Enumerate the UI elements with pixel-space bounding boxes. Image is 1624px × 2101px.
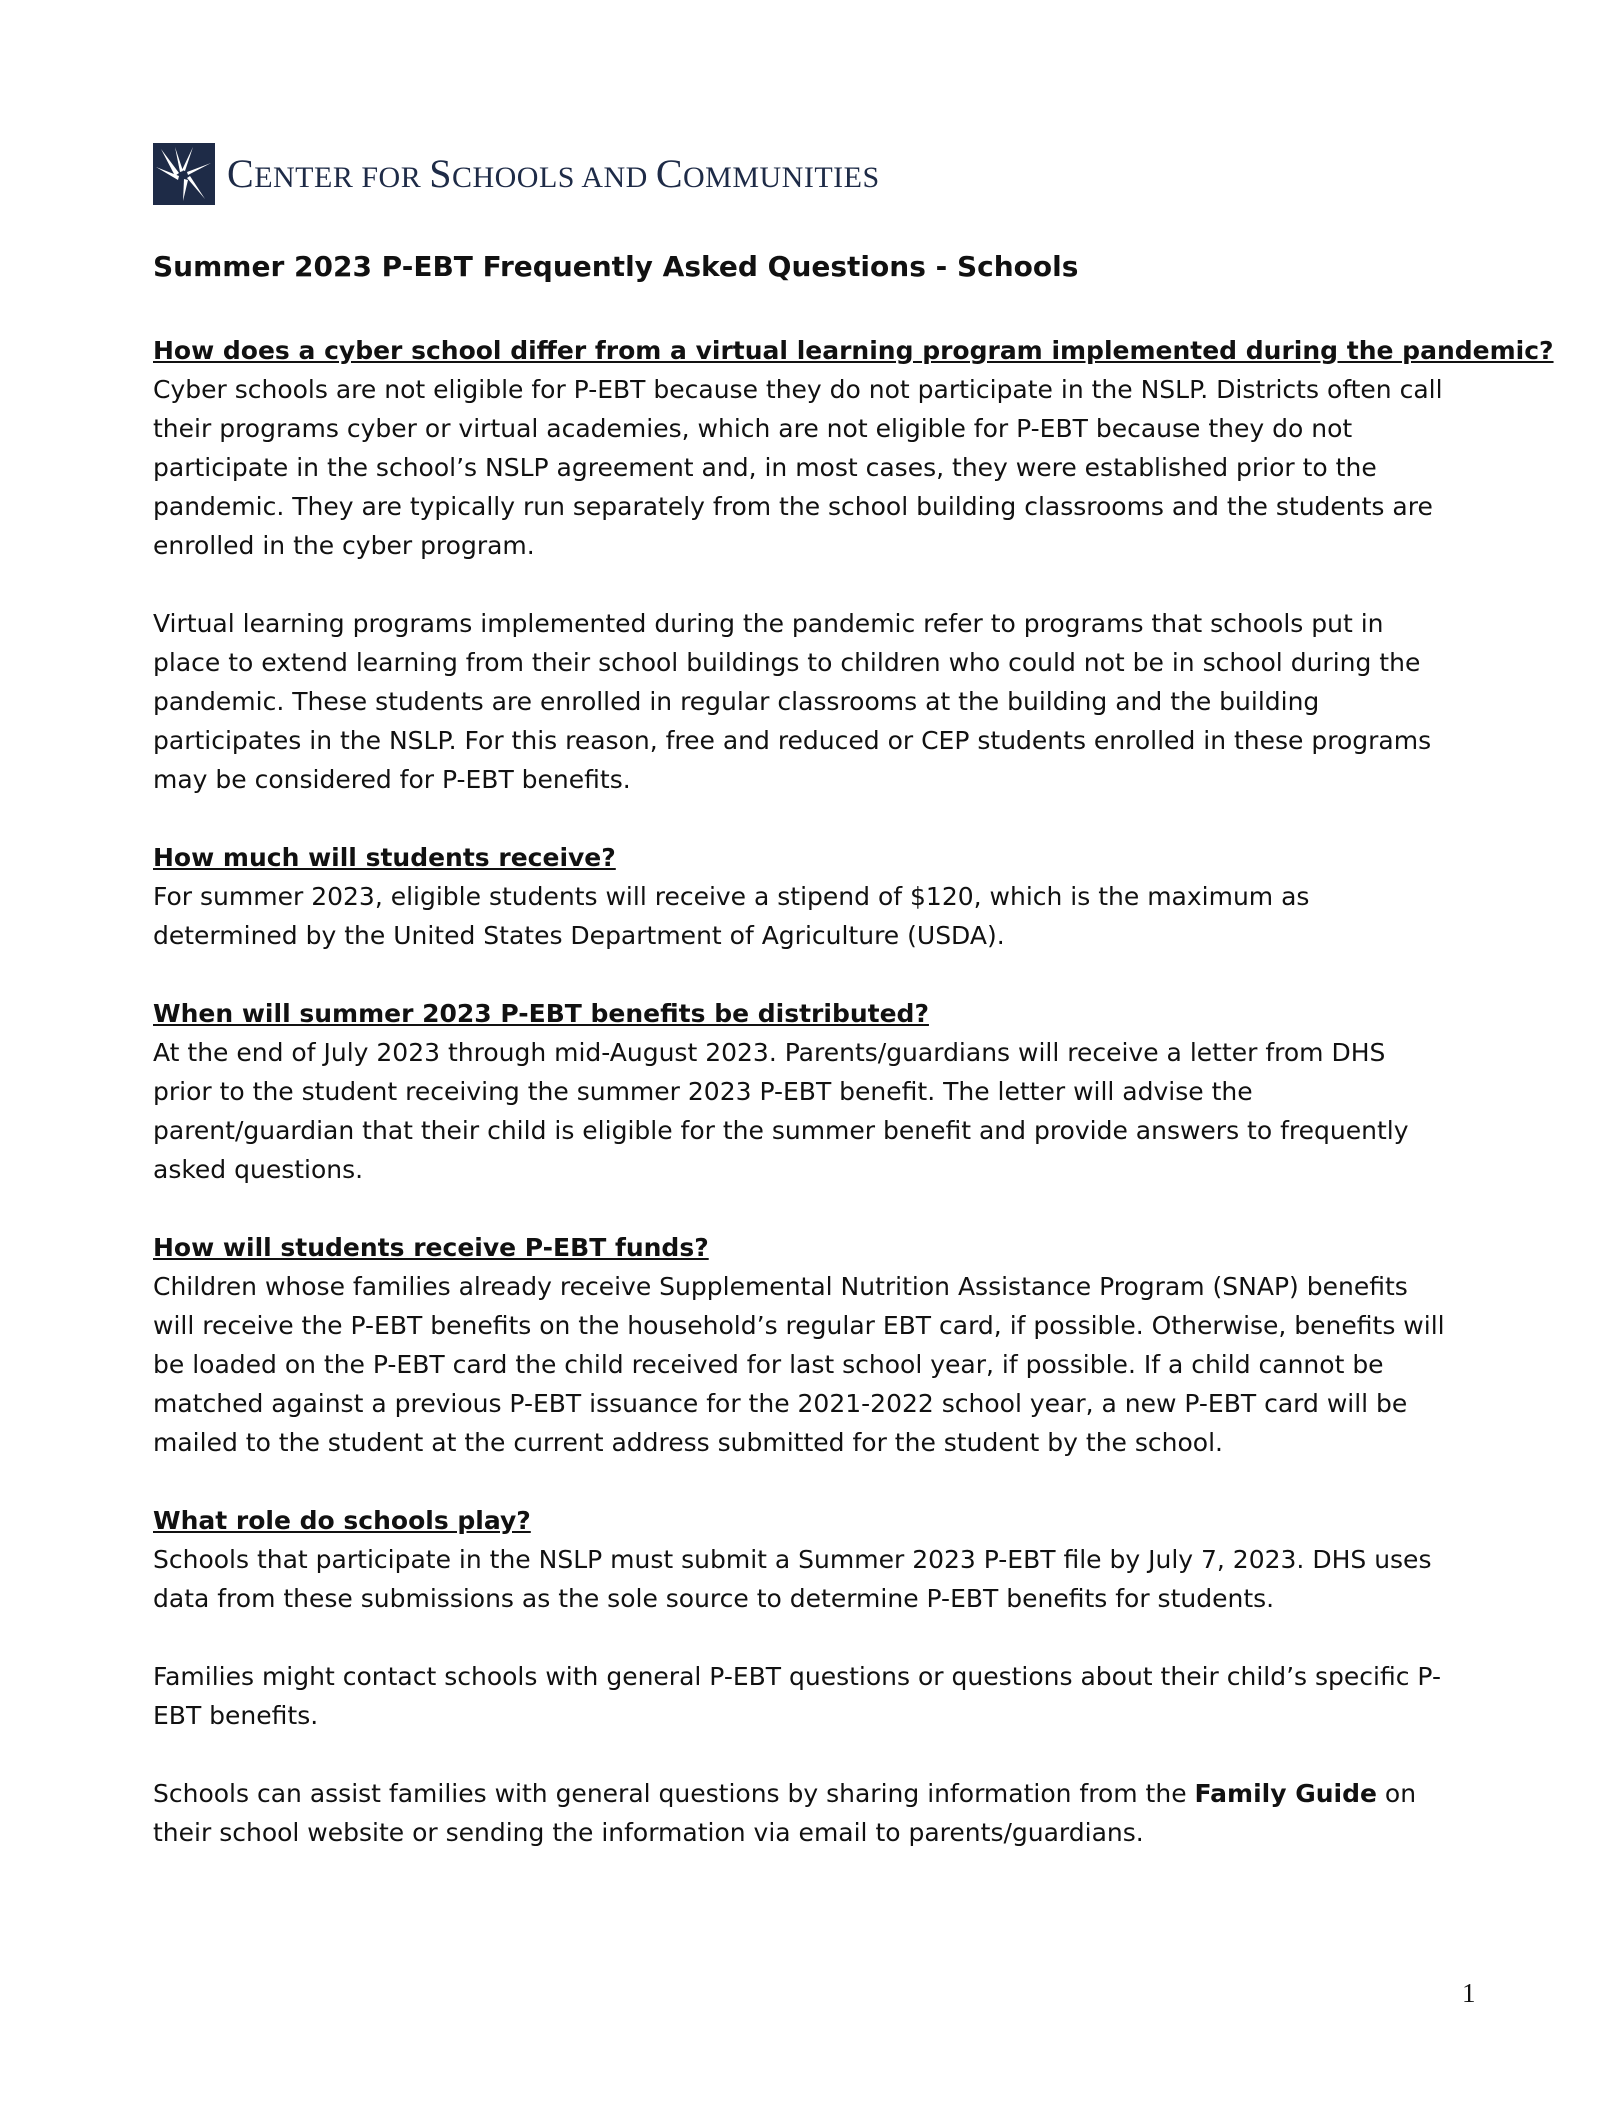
answer-line: enrolled in the cyber program. [153, 531, 535, 560]
answer-line: parent/guardian that their child is eligible for the summer benefit and provide answers to frequently [153, 1116, 1409, 1145]
organization-name: CENTER FOR SCHOOLS AND COMMUNITIES [227, 151, 880, 196]
answer-line: participate in the school’s NSLP agreement and, in most cases, they were established prior to the [153, 453, 1377, 482]
faq-section-amount [153, 838, 1483, 955]
answer-line: their programs cyber or virtual academies, which are not eligible for P-EBT because they do not [153, 414, 1353, 443]
question-heading: When will summer 2023 P-EBT benefits be distributed? [153, 999, 929, 1028]
answer-line: be loaded on the P-EBT card the child received for last school year, if possible. If a child cannot be [153, 1350, 1384, 1379]
answer-line: may be considered for P-EBT benefits. [153, 765, 631, 794]
organization-logo [153, 143, 880, 205]
answer-line: determined by the United States Department of Agriculture (USDA). [153, 921, 1005, 950]
question-heading: What role do schools play? [153, 1506, 531, 1535]
answer-line: Schools can assist families with general questions by sharing information from the Family Guide on [153, 1779, 1417, 1808]
answer-line: pandemic. They are typically run separately from the school building classrooms and the students are [153, 492, 1433, 521]
faq-section-distribution [153, 994, 1483, 1189]
star-burst-logo-icon [153, 143, 215, 205]
faq-section-funds [153, 1228, 1483, 1462]
answer-line: matched against a previous P-EBT issuance for the 2021-2022 school year, a new P-EBT card will be [153, 1389, 1408, 1418]
answer-line: Virtual learning programs implemented during the pandemic refer to programs that schools put in [153, 609, 1384, 638]
answer-line: place to extend learning from their school buildings to children who could not be in school during the [153, 648, 1421, 677]
answer-line: EBT benefits. [153, 1701, 319, 1730]
page-number: 1 [1462, 1978, 1476, 2008]
faq-content [153, 331, 1554, 1852]
answer-line: data from these submissions as the sole source to determine P-EBT benefits for students. [153, 1584, 1275, 1613]
answer-line: will receive the P-EBT benefits on the household’s regular EBT card, if possible. Otherwise, benefits will [153, 1311, 1445, 1340]
answer-line: Cyber schools are not eligible for P-EBT because they do not participate in the NSLP. Districts often call [153, 375, 1443, 404]
answer-line: participates in the NSLP. For this reason, free and reduced or CEP students enrolled in these programs [153, 726, 1432, 755]
answer-line: Children whose families already receive Supplemental Nutrition Assistance Program (SNAP) benefits [153, 1272, 1408, 1301]
faq-section-school-role [153, 1501, 1483, 1852]
question-heading: How much will students receive? [153, 843, 616, 872]
answer-line: asked questions. [153, 1155, 364, 1184]
answer-line: pandemic. These students are enrolled in regular classrooms at the building and the building [153, 687, 1320, 716]
question-heading: How does a cyber school differ from a virtual learning program implemented during the pandemic? [153, 336, 1554, 365]
document-title: Summer 2023 P-EBT Frequently Asked Questions - Schools [153, 250, 1079, 283]
answer-line: their school website or sending the information via email to parents/guardians. [153, 1818, 1144, 1847]
answer-line: Families might contact schools with general P-EBT questions or questions about their child’s specific P- [153, 1662, 1441, 1691]
answer-line: Schools that participate in the NSLP must submit a Summer 2023 P-EBT file by July 7, 2023. DHS uses [153, 1545, 1432, 1574]
family-guide-reference: Family Guide [1194, 1779, 1377, 1808]
question-heading: How will students receive P-EBT funds? [153, 1233, 709, 1262]
faq-section-cyber-school [153, 331, 1554, 799]
answer-line: prior to the student receiving the summer 2023 P-EBT benefit. The letter will advise the [153, 1077, 1253, 1106]
answer-line: At the end of July 2023 through mid-August 2023. Parents/guardians will receive a letter from DHS [153, 1038, 1386, 1067]
answer-line: For summer 2023, eligible students will receive a stipend of $120, which is the maximum as [153, 882, 1310, 911]
answer-line: mailed to the student at the current address submitted for the student by the school. [153, 1428, 1223, 1457]
